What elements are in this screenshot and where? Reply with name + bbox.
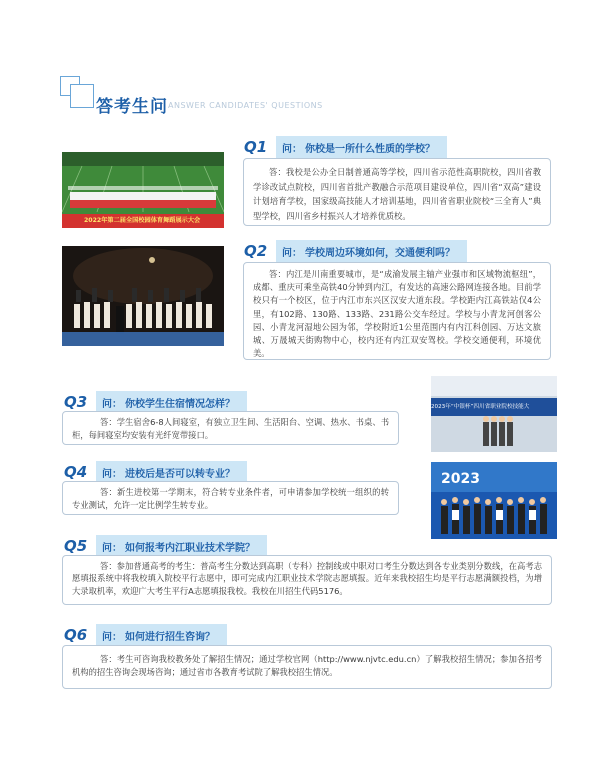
group-banner-text: 2023 [441, 471, 480, 487]
question-prefix: 问： [102, 468, 122, 480]
answer-q1: 答：我校是公办全日制普通高等学校，四川省示范性高职院校，四川省教学诊改试点院校，四川省首批产教融合示范项目建设单位，四川省“双高”建设计划培育学校，国家级高技能人才培训基地，四川省省职业院校“三全育人”典型学校，四川省乡村振兴人才培养优质校。 [243, 158, 551, 226]
page-subtitle: ANSWER CANDIDATES' QUESTIONS [168, 101, 323, 110]
answer-q3: 答：学生宿舍6-8人间寝室，有独立卫生间、生活阳台、空调、热水、书桌、书柜，每间寝室均安装有光纤宽带接口。 [62, 411, 399, 445]
sports-banner-text: 2022年第二届全国校园体育舞蹈展示大会 [84, 217, 201, 224]
question-q6 [64, 624, 227, 646]
question-number: Q2 [244, 242, 268, 260]
page-title: 答考生问 [96, 97, 168, 117]
question-text: 学校周边环境如何，交通便利吗？ [305, 247, 455, 259]
answer-q2: 答：内江是川南重要城市，是“成渝发展主轴产业强市和区域物流枢纽”，成都、重庆可乘坐高铁40分钟到内江，有发达的高速公路网连接各地。目前学校只有一个校区，位于内江市东兴区汉安大道东段。学校距内江高铁站仅4公里，有102路、130路、133路、231路公交车经过。学校与小青龙河创客公园、小青龙河湿地公园为邻，学校附近1公里范围内有内江科创园、万达文旅城、万晟城天街购物中心，校内还有内江双安驾校。学校交通便利，环境优美。 [243, 262, 551, 360]
question-label [96, 535, 267, 557]
question-q1 [244, 136, 447, 158]
question-q4 [64, 461, 247, 483]
answer-q5: 答：参加普通高考的考生：普高考生分数达到高职（专科）控制线或中职对口考生分数达到各专业类别分数线，在高考志愿填报系统中将我校填入院校平行志愿中，即可完成内江职业技术学院志愿填报。近年来我校招生均是平行志愿满额投档，为增大录取机率，欢迎广大考生平行A志愿填报我校。我校在川招生代码5176。 [62, 555, 552, 605]
question-text: 你校是一所什么性质的学校？ [305, 143, 435, 155]
question-prefix: 问： [102, 398, 122, 410]
question-q2 [244, 240, 467, 262]
sports-event-photo [62, 152, 224, 228]
question-text: 进校后是否可以转专业？ [125, 468, 235, 480]
question-label [96, 391, 247, 413]
title-decoration [70, 84, 94, 108]
answer-q4: 答：新生进校第一学期末，符合转专业条件者，可申请参加学校统一组织的转专业测试，允许一定比例学生转专业。 [62, 481, 399, 515]
question-prefix: 问： [102, 542, 122, 554]
question-text: 如何报考内江职业技术学院？ [125, 542, 255, 554]
question-prefix: 问： [102, 631, 122, 643]
question-q3 [64, 391, 247, 413]
award-group-photo [431, 462, 557, 539]
question-text: 你校学生住宿情况怎样？ [125, 398, 235, 410]
question-label [276, 136, 447, 158]
question-prefix: 问： [282, 143, 302, 155]
question-label [96, 624, 227, 646]
question-label [276, 240, 467, 262]
question-number: Q5 [64, 537, 88, 555]
question-prefix: 问： [282, 247, 302, 259]
question-label [96, 461, 247, 483]
choir-performance-photo [62, 246, 224, 346]
skills-competition-photo [431, 376, 557, 452]
question-number: Q4 [64, 463, 88, 481]
question-number: Q3 [64, 393, 88, 411]
question-text: 如何进行招生咨询？ [125, 631, 215, 643]
question-number: Q1 [244, 138, 268, 156]
expo-banner-text: 2023年“中银杯”四川省职业院校技能大 [431, 404, 530, 410]
question-number: Q6 [64, 626, 88, 644]
question-q5 [64, 535, 267, 557]
answer-q6: 答：考生可咨询我校教务处了解招生情况；通过学校官网（http://www.njvtc.edu.cn）了解我校招生情况；参加各招考机构的招生咨询会现场咨询；通过省市各教育考试院了解我校招生情况。 [62, 645, 552, 689]
